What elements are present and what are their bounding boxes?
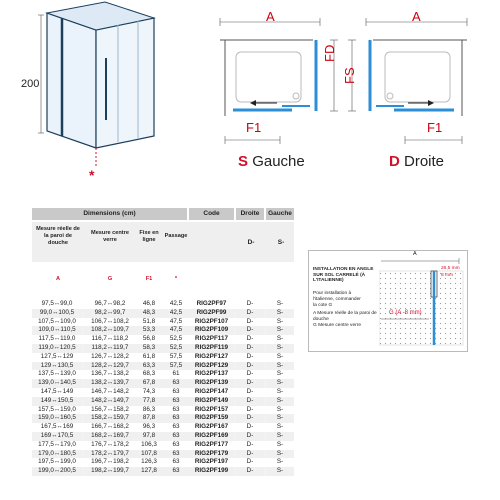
table-cell: D-	[246, 440, 254, 448]
table-cell: S-	[276, 370, 284, 378]
inset-dim-26: 26,5 mm	[441, 266, 460, 271]
table-cell: D-	[246, 423, 254, 431]
table-cell: S-	[266, 309, 294, 318]
table-cell: S-	[266, 326, 294, 335]
table-row	[32, 344, 294, 353]
table-cell: 199,0↔200,5	[32, 467, 82, 476]
table-cell: 117,5↔119,0	[38, 335, 76, 343]
plan-droite-fs-label: FS	[342, 67, 357, 84]
table-cell: 109,0↔110,5	[32, 326, 82, 335]
table-cell: RIG2PF97	[196, 300, 227, 307]
table-cell: 58,3	[136, 344, 162, 353]
gauche-word: Gauche	[252, 153, 305, 170]
table-cell: D-	[246, 370, 254, 378]
droite-header: Droite	[236, 208, 264, 220]
table-cell: 61	[172, 370, 180, 378]
table-cell: 96,3	[142, 423, 156, 431]
table-cell: D-	[246, 317, 254, 325]
table-cell: 97,8	[136, 432, 162, 441]
col2-header: Mesure centre verre	[91, 230, 129, 243]
table-cell: 178,2↔179,7	[84, 450, 136, 459]
table-row	[32, 335, 294, 344]
table-cell: 168,2↔169,7	[84, 432, 136, 441]
table-cell: D-	[246, 458, 254, 466]
table-cell: 42,5	[169, 300, 183, 307]
table-cell: 63	[162, 450, 190, 459]
plan-gauche-a-label: A	[266, 9, 275, 24]
table-cell: 166,7↔168,2	[91, 423, 129, 431]
table-cell: S-	[266, 362, 294, 371]
table-row	[32, 450, 294, 459]
plan-droite-a-label: A	[412, 9, 421, 24]
table-cell: 56,8	[142, 335, 156, 343]
table-cell: 63	[162, 379, 190, 388]
table-row	[32, 326, 294, 335]
droite-word: Droite	[404, 153, 445, 170]
table-cell: RIG2PF137	[194, 370, 229, 378]
table-cell: 87,8	[136, 414, 162, 423]
table-cell: 139,0↔140,5	[32, 379, 82, 388]
table-cell: S-	[276, 458, 284, 466]
inset-dim-a: A	[413, 251, 417, 257]
table-cell: 197,5↔199,0	[38, 458, 76, 466]
table-row	[32, 318, 294, 327]
table-cell: D-	[236, 344, 264, 353]
table-cell: RIG2PF157	[194, 405, 229, 413]
table-cell: 63	[172, 458, 180, 466]
table-cell: 126,3	[141, 458, 157, 466]
table-cell: D-	[236, 432, 264, 441]
table-cell: 129↔130,5	[32, 362, 82, 371]
table-row	[32, 406, 294, 415]
table-cell: D-	[236, 326, 264, 335]
table-cell: S-	[276, 352, 284, 360]
table-cell: 63,3	[136, 362, 162, 371]
shower-3d-icon	[38, 2, 154, 168]
table-cell: 147,5↔149	[40, 388, 74, 395]
table-cell: 53,3	[136, 326, 162, 335]
table-cell: S-	[276, 335, 284, 343]
table-cell: 118,2↔119,7	[84, 344, 136, 353]
table-cell: D-	[236, 362, 264, 371]
table-cell: 48,3	[136, 309, 162, 318]
table-cell: RIG2PF107	[194, 317, 229, 325]
inset-line3: la cote G	[313, 303, 333, 308]
table-cell: 47,5	[169, 317, 183, 325]
table-cell: S-	[276, 317, 284, 325]
table-cell: 116,7↔118,2	[91, 335, 129, 343]
table-cell: 119,0↔120,5	[32, 344, 82, 353]
table-cell: 77,8	[136, 397, 162, 406]
table-cell: S-	[266, 344, 294, 353]
table-row	[32, 379, 294, 388]
table-cell: 57,5	[162, 362, 190, 371]
letter-g: G	[107, 276, 113, 282]
table-cell: D-	[246, 405, 254, 413]
table-row	[32, 397, 294, 406]
gauche-code-header: S-	[277, 239, 285, 246]
letter-a: A	[55, 276, 61, 282]
table-cell: D-	[246, 388, 254, 395]
table-row	[32, 467, 294, 476]
table-cell: S-	[266, 432, 294, 441]
table-cell: RIG2PF199	[189, 467, 234, 476]
table-cell: D-	[236, 309, 264, 318]
table-cell: D-	[236, 450, 264, 459]
dimensions-header: Dimensions (cm)	[32, 208, 187, 220]
shower-drawings-svg	[0, 0, 500, 200]
table-cell: 46,8	[142, 300, 156, 307]
drawing-area	[0, 0, 500, 200]
table-cell: S-	[276, 300, 284, 307]
table-cell: 177,5↔179,0	[38, 440, 76, 448]
inset-legend-a: A Mesure réelle de la paroi de douche	[313, 311, 377, 322]
table-cell: D-	[246, 352, 254, 360]
table-cell: S-	[276, 423, 284, 431]
table-cell: 107,5↔109,0	[38, 317, 76, 325]
table-cell: RIG2PF169	[189, 432, 234, 441]
table-cell: D-	[246, 335, 254, 343]
table-cell: S-	[266, 467, 294, 476]
table-cell: RIG2PF129	[189, 362, 234, 371]
table-cell: 106,3	[141, 440, 157, 448]
height-label: 200	[21, 78, 40, 90]
table-body	[32, 300, 294, 480]
table-cell: RIG2PF179	[189, 450, 234, 459]
table-cell: RIG2PF159	[189, 414, 234, 423]
table-row	[32, 353, 294, 362]
table-cell: 176,7↔178,2	[91, 440, 129, 448]
table-cell: RIG2PF149	[189, 397, 234, 406]
table-cell: RIG2PF119	[189, 344, 234, 353]
table-cell: RIG2PF167	[194, 423, 229, 431]
inset-legend-g: G Mesure centre verre	[313, 323, 361, 328]
table-cell: 63	[162, 414, 190, 423]
table-cell: 169↔170,5	[32, 432, 82, 441]
table-cell: 74,3	[142, 388, 156, 395]
code-header: Code	[189, 208, 234, 220]
letter-f1: F1	[145, 276, 153, 282]
installation-inset	[308, 250, 468, 352]
table-cell: D-	[236, 397, 264, 406]
table-cell: 127,5↔129	[40, 352, 74, 360]
table-cell: D-	[236, 414, 264, 423]
table-cell: 149↔150,5	[32, 397, 82, 406]
table-cell: S-	[266, 414, 294, 423]
table-cell: 42,5	[162, 309, 190, 318]
table-cell: 96,7↔98,2	[94, 300, 126, 307]
table-cell: RIG2PF127	[194, 352, 229, 360]
inset-dim-8: 8 mm	[441, 273, 453, 278]
gauche-title	[238, 153, 305, 170]
table-cell: D-	[236, 379, 264, 388]
table-cell: 67,8	[136, 379, 162, 388]
table-cell: S-	[276, 440, 284, 448]
table-cell: 138,2↔139,7	[84, 379, 136, 388]
table-cell: 126,7↔128,2	[91, 352, 129, 360]
letter-star: *	[174, 276, 178, 282]
gauche-letter: S	[238, 153, 249, 170]
table-cell: 86,3	[142, 405, 156, 413]
col3-header: Fixe en ligne	[139, 230, 159, 243]
table-row	[32, 388, 294, 397]
star-marker: *	[89, 167, 95, 183]
col1-header: Mesure réelle de la paroi de douche	[36, 226, 80, 246]
droite-title	[389, 153, 444, 170]
table-cell: RIG2PF147	[194, 388, 229, 395]
table-cell: 98,2↔99,7	[84, 309, 136, 318]
table-row	[32, 300, 294, 309]
table-row	[32, 432, 294, 441]
table-cell: RIG2PF197	[194, 458, 229, 466]
plan-gauche-f1-label: F1	[246, 120, 262, 135]
table-row	[32, 414, 294, 423]
plan-droite-icon	[348, 18, 467, 144]
table-cell: 63	[162, 432, 190, 441]
table-cell: 61,8	[142, 352, 156, 360]
table-cell: S-	[266, 450, 294, 459]
table-cell: RIG2PF117	[195, 335, 228, 343]
table-cell: RIG2PF177	[194, 440, 229, 448]
table-row	[32, 458, 294, 467]
table-cell: S-	[276, 405, 284, 413]
table-cell: 157,5↔159,0	[38, 405, 76, 413]
table-cell: 148,2↔149,7	[84, 397, 136, 406]
plan-droite-f1-label: F1	[427, 120, 443, 135]
inset-line2: l'italienne, commander	[313, 297, 361, 302]
table-cell: 158,2↔159,7	[84, 414, 136, 423]
table-cell: 159,0↔160,5	[32, 414, 82, 423]
gauche-header: Gauche	[266, 208, 294, 220]
table-cell: RIG2PF99	[189, 309, 234, 318]
table-cell: 198,2↔199,7	[84, 467, 136, 476]
table-cell: 52,5	[162, 344, 190, 353]
table-cell: 156,7↔158,2	[91, 405, 129, 413]
table-cell: 146,7↔148,2	[91, 388, 129, 395]
table-cell: 128,2↔129,7	[84, 362, 136, 371]
table-cell: 108,2↔109,7	[84, 326, 136, 335]
table-cell: 127,8	[136, 467, 162, 476]
table-row	[32, 370, 294, 379]
plan-gauche-icon	[220, 18, 338, 144]
table-cell: 106,7↔108,2	[91, 317, 129, 325]
table-cell: S-	[276, 388, 284, 395]
table-cell: D-	[246, 300, 254, 307]
table-row	[32, 309, 294, 318]
table-row	[32, 423, 294, 432]
table-cell: 51,8	[142, 317, 156, 325]
table-cell: 63	[172, 405, 180, 413]
table-cell: 136,7↔138,2	[91, 370, 129, 378]
table-cell: RIG2PF139	[189, 379, 234, 388]
table-cell: 196,7↔198,2	[91, 458, 129, 466]
table-cell: 63	[172, 440, 180, 448]
table-cell: RIG2PF109	[189, 326, 234, 335]
table-cell: 52,5	[169, 335, 183, 343]
table-cell: S-	[266, 379, 294, 388]
table-cell: 167,5↔169	[40, 423, 74, 431]
table-cell: 63	[172, 388, 180, 395]
droite-code-header: D-	[247, 239, 255, 246]
table-row	[32, 441, 294, 450]
table-cell: 68,3	[142, 370, 156, 378]
table-cell: 63	[162, 467, 190, 476]
table-row	[32, 362, 294, 371]
table-cell: 137,5↔139,0	[38, 370, 76, 378]
table-cell: 57,5	[169, 352, 183, 360]
inset-line1: Pour installation à	[313, 291, 352, 296]
table-cell: D-	[236, 467, 264, 476]
table-cell: 47,5	[162, 326, 190, 335]
inset-dim-g: G (A -8 mm)	[389, 310, 422, 316]
table-cell: 179,0↔180,5	[32, 450, 82, 459]
droite-letter: D	[389, 153, 400, 170]
table-cell: S-	[266, 397, 294, 406]
table-cell: 99,0↔100,5	[32, 309, 82, 318]
table-cell: 63	[162, 397, 190, 406]
table-cell: 97,5↔99,0	[41, 300, 73, 307]
plan-gauche-fd-label: FD	[322, 44, 337, 62]
col4-header: Passage	[164, 233, 188, 239]
table-cell: 63	[172, 423, 180, 431]
inset-title: INSTALLATION EN ANGLE SUR SOL CARRELÉ (À L'ITALIENNE)	[313, 267, 374, 284]
table-cell: 107,8	[136, 450, 162, 459]
